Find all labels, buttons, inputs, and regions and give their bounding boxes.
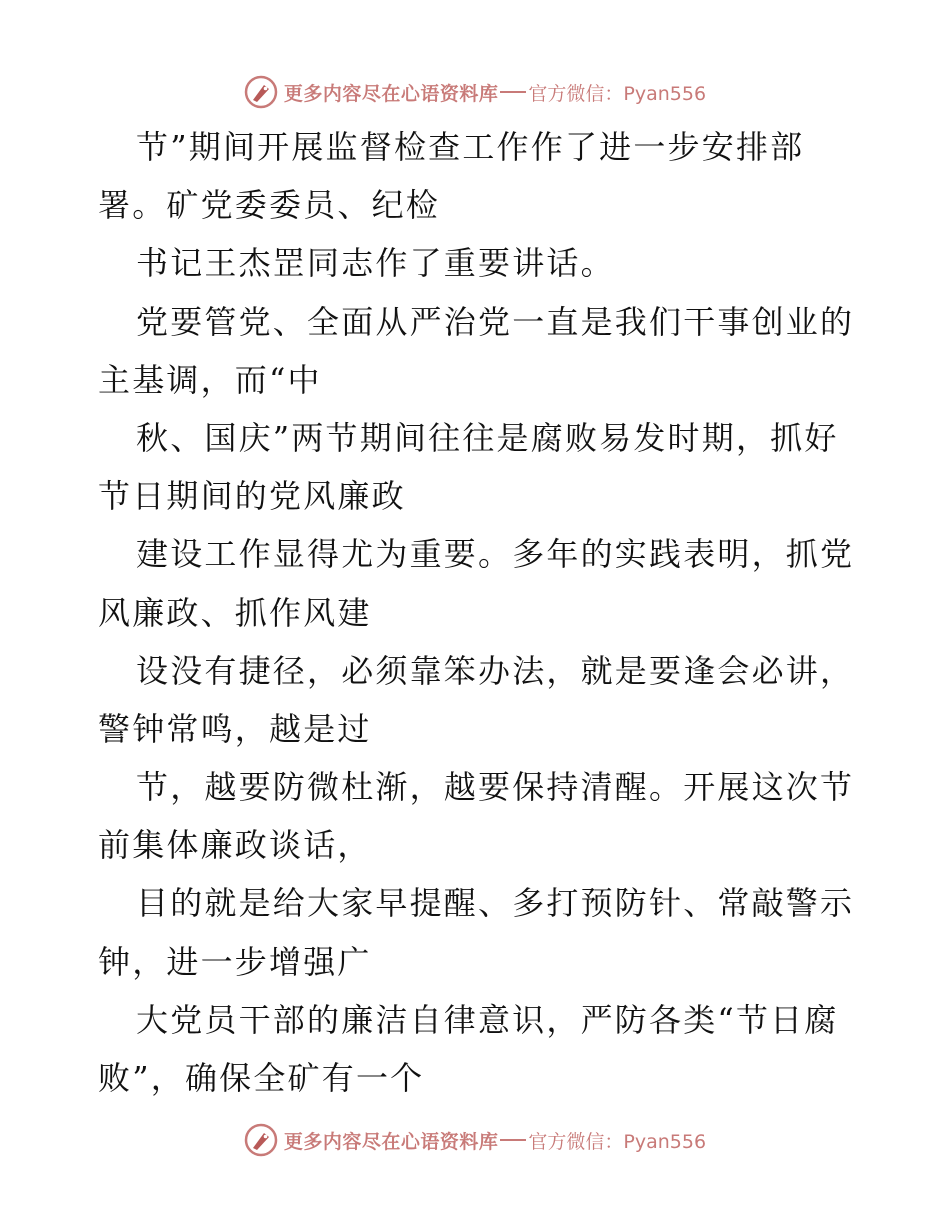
text-line: 党要管党、全面从严治党一直是我们干事创业的	[136, 302, 855, 341]
text-line: 设没有捷径，必须靠笨办法，就是要逢会必讲，	[136, 651, 855, 690]
watermark-separator	[500, 1139, 526, 1141]
document-body	[98, 118, 858, 1107]
text-line: 署。矿党委委员、纪检	[98, 186, 441, 225]
text-line: 建设工作显得尤为重要。多年的实践表明，抓党	[136, 535, 855, 574]
text-line: 节”期间开展监督检查工作作了进一步安排部	[136, 128, 805, 166]
text-line: 秋、国庆”两节期间往往是腐败易发时期，抓好	[136, 418, 839, 457]
text-line: 钟，进一步增强广	[98, 942, 372, 981]
watermark-contact-text: 官方微信：Pyan556	[528, 82, 707, 105]
text-line: 节，越要防微杜渐，越要保持清醒。开展这次节	[136, 768, 855, 807]
pen-nib-logo-icon	[244, 1123, 278, 1157]
header-watermark	[0, 70, 950, 114]
text-line: 败”，确保全矿有一个	[98, 1059, 425, 1097]
watermark-separator	[500, 91, 526, 93]
text-line: 节日期间的党风廉政	[98, 477, 406, 516]
pen-nib-logo-icon	[244, 75, 278, 109]
text-line: 大党员干部的廉洁自律意识，严防各类“节日腐	[136, 1000, 839, 1039]
watermark-brand-text: 更多内容尽在心语资料库	[283, 1130, 499, 1153]
footer-watermark	[0, 1118, 950, 1162]
text-line: 前集体廉政谈话，	[98, 826, 372, 865]
text-line: 警钟常鸣，越是过	[98, 709, 372, 748]
text-line: 目的就是给大家早提醒、多打预防针、常敲警示	[136, 884, 855, 923]
text-line: 书记王杰罡同志作了重要讲话。	[136, 244, 615, 283]
text-line: 主基调，而“中	[98, 360, 322, 399]
watermark-contact-text: 官方微信：Pyan556	[528, 1130, 707, 1153]
text-line: 风廉政、抓作风建	[98, 593, 372, 632]
watermark-brand-text: 更多内容尽在心语资料库	[283, 82, 499, 105]
